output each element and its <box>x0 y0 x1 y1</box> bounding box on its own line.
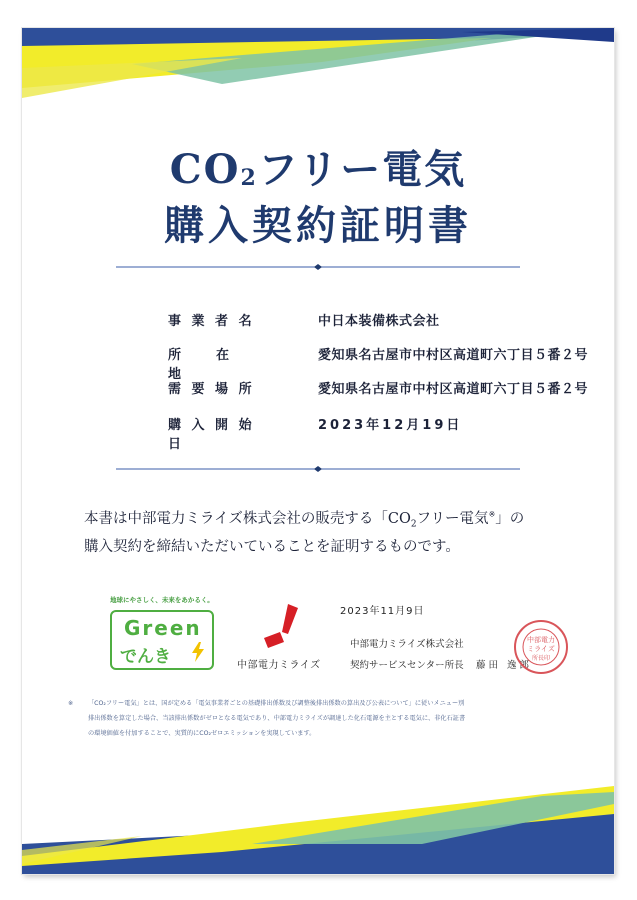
issuer-name: 藤田 逸郎 <box>476 660 533 671</box>
official-seal-stamp <box>512 618 570 676</box>
footnote-mark: ※ <box>68 700 74 707</box>
detail-value: 愛知県名古屋市中村区高道町六丁目５番２号 <box>318 382 589 397</box>
svg-text:中部電力: 中部電力 <box>527 636 555 644</box>
green-logo-word: Green <box>124 616 202 640</box>
issuer-title: 契約サービスセンター所長 <box>350 660 464 671</box>
top-decoration-band <box>22 28 614 106</box>
bottom-decoration-band <box>22 774 614 874</box>
svg-text:ミライズ: ミライズ <box>527 645 555 653</box>
footnote-line: 「CO₂フリー電気」とは、国が定める「電気事業者ごとの基礎排出係数及び調整後排出係数の算出及び公表について」に従いメニュー別 <box>88 700 465 707</box>
top-divider <box>116 262 520 272</box>
bottom-divider <box>116 464 520 474</box>
statement-line1: 本書は中部電力ミライズ株式会社の販売する「$CO_2$フリー電気※」の <box>84 510 525 530</box>
green-denki-tagline: 地球にやさしく、未来をあかるく。 <box>110 596 214 604</box>
green-denki-logo <box>110 610 214 670</box>
green-logo-denki: でんき <box>120 647 171 667</box>
statement-line2: 購入契約を締結いただいていることを証明するものです。 <box>84 539 460 555</box>
issue-date: 2023年11月9日 <box>340 606 425 617</box>
certificate-title-line2: 購入契約証明書 <box>164 202 472 249</box>
detail-value: 中日本装備株式会社 <box>318 314 440 329</box>
certificate-title-line1: CO2フリー電気 <box>169 146 467 193</box>
mirise-logo-mark-icon <box>258 602 308 652</box>
detail-label: 需 要 場 所 <box>168 382 255 397</box>
detail-label: 購 入 開 始 日 <box>168 418 255 452</box>
detail-value: 2023年12月19日 <box>318 418 463 433</box>
issuer-company: 中部電力ミライズ株式会社 <box>350 639 464 650</box>
svg-text:所長印: 所長印 <box>531 655 551 662</box>
lightning-bolt-icon <box>190 642 206 662</box>
detail-label: 事 業 者 名 <box>168 314 255 329</box>
detail-label: 所 在 地 <box>168 348 265 382</box>
footnote-line: 排出係数を算定した場合、当該排出係数がゼロとなる電気であり、中部電力ミライズが調達した化石電源を主とする電気に、非化石証書 <box>88 715 466 722</box>
footnote <box>68 696 568 741</box>
detail-value: 愛知県名古屋市中村区高道町六丁目５番２号 <box>318 348 589 363</box>
mirise-logo-name: 中部電力ミライズ <box>237 660 321 671</box>
certificate-page <box>22 28 614 874</box>
footnote-line: の環境価値を付加することで、実質的にCO₂ゼロエミッションを実現しています。 <box>88 730 316 737</box>
